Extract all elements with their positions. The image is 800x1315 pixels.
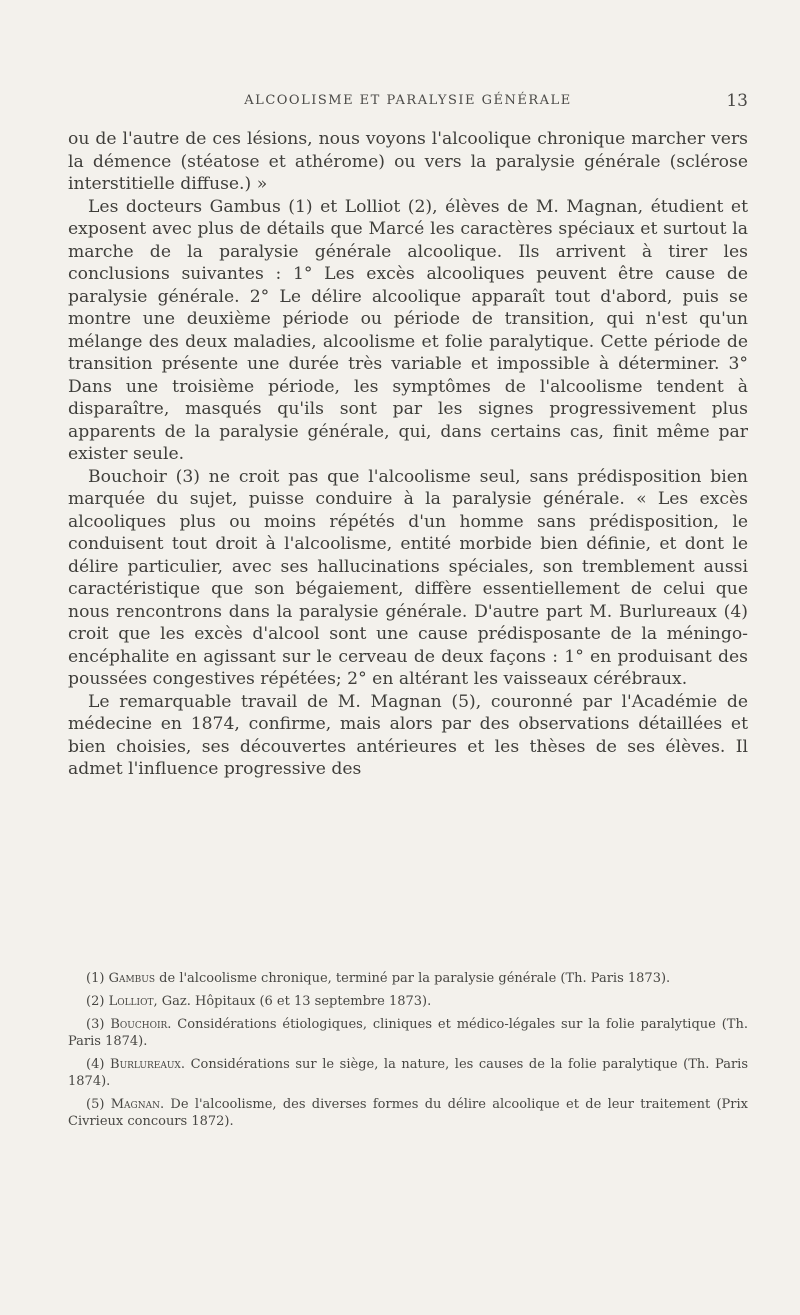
footnote-text: de l'alcoolisme chronique, terminé par la paralysie générale (Th. Paris 1873). (159, 971, 671, 986)
page-header (68, 93, 748, 115)
footnote-text: Considérations sur le siège, la nature, les causes de la folie paralytique (Th. Paris 1874). (68, 1057, 748, 1089)
page-number: 13 (726, 91, 748, 111)
footnote-author: Gambus (108, 971, 156, 986)
footnote-text: De l'alcoolisme, des diverses formes du délire alcoolique et de leur traitement (Prix Civrieux concours 1872). (68, 1097, 748, 1129)
footnote-number: (5) (86, 1097, 105, 1112)
running-head: ALCOOLISME ET PARALYSIE GÉNÉRALE (244, 93, 572, 108)
footnotes (68, 970, 748, 1136)
footnote-author: Lolliot, (108, 994, 158, 1009)
body-text (68, 128, 748, 781)
footnote-text: Gaz. Hôpitaux (6 et 13 septembre 1873). (161, 994, 432, 1009)
paragraph: Le remarquable travail de M. Magnan (5), couronné par l'Académie de médecine en 1874, confirme, mais alors par des observations détaillées et bien choisies, ses découvertes antérieures et les thèses de ses élèves. Il admet l'influence progressive des (68, 691, 748, 779)
footnote-author: Magnan. (110, 1097, 165, 1112)
footnote-text: Considérations étiologiques, cliniques et médico-légales sur la folie paralytique (Th. Paris 1874). (68, 1017, 748, 1049)
footnote-number: (3) (86, 1017, 105, 1032)
footnote-author: Bouchoir. (110, 1017, 172, 1032)
footnote (68, 1096, 748, 1130)
footnote-number: (4) (86, 1057, 105, 1072)
footnote (68, 1056, 748, 1090)
footnote (68, 1016, 748, 1050)
footnote (68, 993, 748, 1010)
footnote-author: Burlureaux. (110, 1057, 185, 1072)
footnote-number: (1) (86, 971, 105, 986)
footnote-number: (2) (86, 994, 105, 1009)
paragraph: Bouchoir (3) ne croit pas que l'alcoolisme seul, sans prédisposition bien marquée du sujet, puisse conduire à la paralysie générale. « Les excès alcooliques plus ou moins répétés d'un homme sans prédisposition, le conduisent tout droit à l'alcoolisme, entité morbide bien définie, et dont le délire particulier, avec ses hallucinations spéciales, son tremblement aussi caractéristique que son bégaiement, diffère essentiellement de celui que nous rencontrons dans la paralysie générale. D'autre part M. Burlureaux (4) croit que les excès d'alcool sont une cause prédisposante de la méningo-encéphalite en agissant sur le cerveau de deux façons : 1° en produisant des poussées congestives répétées; 2° en altérant les vaisseaux cérébraux. (68, 466, 748, 689)
paragraph: ou de l'autre de ces lésions, nous voyons l'alcoolique chronique marcher vers la démence (stéatose et athérome) ou vers la paralysie générale (sclérose interstitielle diffuse.) » (68, 129, 748, 194)
paragraph: Les docteurs Gambus (1) et Lolliot (2), élèves de M. Magnan, étudient et exposent avec plus de détails que Marcé les caractères spéciaux et surtout la marche de la paralysie générale alcoolique. Ils arrivent à tirer les conclusions suivantes : 1° Les excès alcooliques peuvent être cause de paralysie générale. 2° Le délire alcoolique apparaît tout d'abord, puis se montre une deuxième période ou période de transition, qui n'est qu'un mélange des deux maladies, alcoolisme et folie paralytique. Cette période de transition présente une durée très variable et impossible à déterminer. 3° Dans une troisième période, les symptômes de l'alcoolisme tendent à disparaître, masqués qu'ils sont par les signes progressivement plus apparents de la paralysie générale, qui, dans certains cas, finit même par exister seule. (68, 196, 748, 464)
footnote (68, 970, 748, 987)
